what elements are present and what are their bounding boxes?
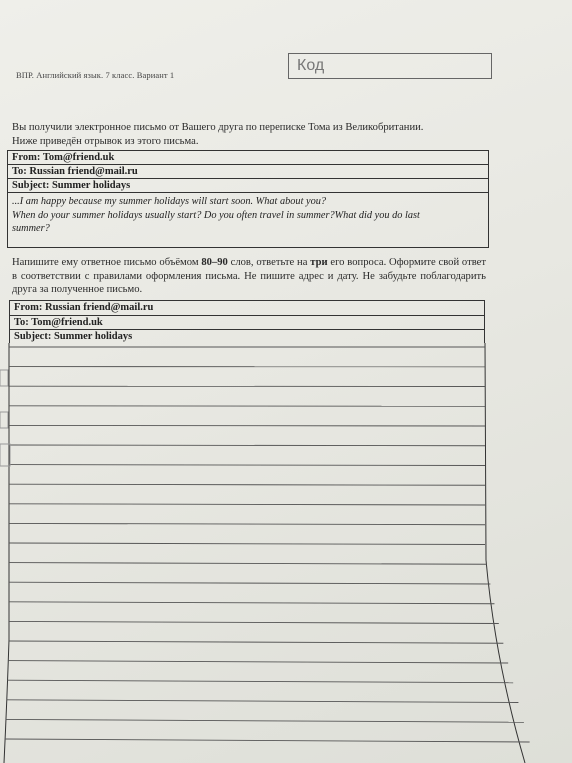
task-part-3: его вопроса. Оформите свой ответ в соответствии с правилами оформления письма. Не пишите адрес и дату. Не забудьте поблагодарить друга за полученное письмо. — [12, 257, 486, 295]
intro-line-1: Вы получили электронное письмо от Вашего друга по переписке Тома из Великобритании. — [12, 122, 424, 133]
answer-line[interactable] — [7, 680, 513, 683]
answer-line[interactable] — [7, 700, 519, 703]
answer-line[interactable] — [6, 719, 524, 722]
reply-from: From: Russian friend@mail.ru — [10, 301, 484, 316]
answer-line[interactable] — [9, 484, 485, 485]
answer-line[interactable] — [9, 504, 485, 505]
received-to: To: Russian friend@mail.ru — [8, 165, 488, 179]
answer-line[interactable] — [9, 602, 494, 604]
body-line-3: summer? — [12, 223, 50, 234]
task-three: три — [310, 257, 328, 268]
intro-line-2: Ниже приведён отрывок из этого письма. — [12, 135, 199, 147]
answer-line[interactable] — [8, 661, 508, 663]
reply-subject: Subject: Summer holidays — [14, 331, 133, 342]
answer-line[interactable] — [9, 641, 503, 643]
body-line-1: ...I am happy because my summer holidays will start soon. What about you? — [12, 196, 327, 207]
task-part-1: Напишите ему ответное письмо объёмом — [12, 257, 202, 268]
task-part-2: слов, ответьте на — [227, 257, 311, 268]
received-from: From: Tom@friend.uk — [8, 151, 488, 165]
received-subject: Subject: Summer holidays — [8, 179, 488, 193]
answer-line[interactable] — [9, 445, 485, 446]
reply-to: To: Tom@friend.uk — [10, 316, 484, 331]
exam-info: ВПР. Английский язык. 7 класс. Вариант 1 — [16, 70, 175, 80]
answer-lines[interactable] — [5, 347, 530, 742]
answer-line[interactable] — [9, 543, 485, 545]
answer-line[interactable] — [9, 621, 499, 623]
answer-line[interactable] — [5, 739, 530, 742]
answer-line[interactable] — [9, 465, 485, 466]
answer-line[interactable] — [9, 523, 485, 524]
margin-marks — [0, 360, 12, 470]
answer-line[interactable] — [9, 563, 486, 565]
code-label: Код — [297, 57, 325, 74]
answer-line[interactable] — [9, 582, 490, 584]
answer-line[interactable] — [9, 425, 485, 426]
task-word-count: 80–90 — [201, 257, 228, 268]
body-line-2: When do your summer holidays usually start? Do you often travel in summer?What did you do last — [12, 209, 420, 221]
